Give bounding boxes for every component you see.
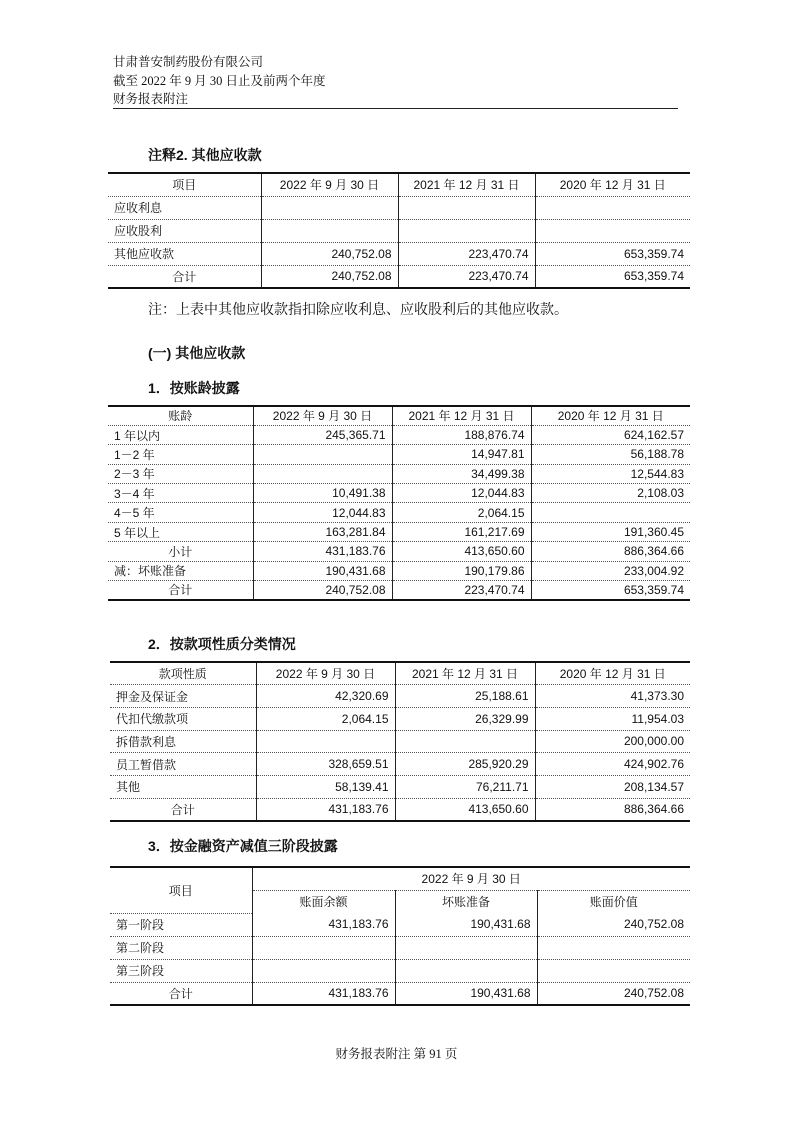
table-row <box>110 730 690 753</box>
table-row <box>108 522 690 541</box>
row-label: 员工暂借款 <box>110 753 256 776</box>
cell-value <box>531 503 690 522</box>
stages-table <box>110 866 690 1006</box>
table-row <box>110 685 690 708</box>
table-row <box>110 959 690 982</box>
cell-value: 208,134.57 <box>535 775 690 798</box>
table-row <box>108 561 690 580</box>
cell-value: 12,544.83 <box>531 464 690 483</box>
cell-value: 14,947.81 <box>392 445 531 464</box>
header-row <box>108 406 690 425</box>
table-row <box>108 445 690 464</box>
note2-table <box>108 172 690 289</box>
cell-value <box>252 959 395 982</box>
cell-value: 223,470.74 <box>398 265 535 288</box>
table-row <box>108 265 690 288</box>
header-row <box>108 173 690 196</box>
header-row <box>110 662 690 685</box>
row-label: 4－5 年 <box>108 503 253 522</box>
cell-value: 191,360.45 <box>531 522 690 541</box>
cell-value: 240,752.08 <box>537 982 690 1005</box>
cell-value: 424,902.76 <box>535 753 690 776</box>
cell-value: 624,162.57 <box>531 425 690 444</box>
cell-value: 653,359.74 <box>531 581 690 600</box>
cell-value: 41,373.30 <box>535 685 690 708</box>
cell-value: 240,752.08 <box>261 242 398 265</box>
row-label: 第一阶段 <box>110 913 252 936</box>
row-label: 合计 <box>110 982 252 1005</box>
table-row <box>108 196 690 219</box>
cell-value: 431,183.76 <box>253 542 392 561</box>
column-header: 2021 年 12 月 31 日 <box>395 662 535 685</box>
table-row <box>110 775 690 798</box>
column-header: 2021 年 12 月 31 日 <box>392 406 531 425</box>
cell-value <box>261 219 398 242</box>
cell-value: 653,359.74 <box>535 242 690 265</box>
cell-value <box>256 730 395 753</box>
cell-value: 413,650.60 <box>395 798 535 821</box>
page-footer: 财务报表附注 第 91 页 <box>335 1047 458 1061</box>
cell-value <box>395 959 537 982</box>
cell-value: 188,876.74 <box>392 425 531 444</box>
stages-item-header: 项目 <box>110 867 252 913</box>
cell-value: 886,364.66 <box>531 542 690 561</box>
row-label: 减：坏账准备 <box>108 561 253 580</box>
row-label: 其他应收款 <box>108 242 261 265</box>
cell-value <box>537 959 690 982</box>
column-header: 项目 <box>108 173 261 196</box>
cell-value <box>253 445 392 464</box>
table-row <box>110 982 690 1005</box>
cell-value: 223,470.74 <box>392 581 531 600</box>
cell-value: 163,281.84 <box>253 522 392 541</box>
cell-value: 42,320.69 <box>256 685 395 708</box>
table-row <box>110 936 690 959</box>
aging-table <box>108 405 690 601</box>
column-header: 账面余额 <box>252 890 395 913</box>
table-row <box>108 484 690 503</box>
cell-value: 200,000.00 <box>535 730 690 753</box>
column-header: 2021 年 12 月 31 日 <box>398 173 535 196</box>
document-title: 财务报表附注 <box>113 92 189 106</box>
table-row <box>108 242 690 265</box>
row-label: 其他 <box>110 775 256 798</box>
row-label: 3－4 年 <box>108 484 253 503</box>
nature-table <box>110 661 690 822</box>
cell-value <box>398 219 535 242</box>
table-row <box>110 753 690 776</box>
column-header: 款项性质 <box>110 662 256 685</box>
row-label: 1－2 年 <box>108 445 253 464</box>
cell-value: 431,183.76 <box>252 913 395 936</box>
cell-value: 2,108.03 <box>531 484 690 503</box>
note2-remark: 注：上表中其他应收款指扣除应收利息、应收股利后的其他应收款。 <box>148 303 568 318</box>
cell-value <box>253 464 392 483</box>
cell-value: 25,188.61 <box>395 685 535 708</box>
column-header: 坏账准备 <box>395 890 537 913</box>
table-row <box>110 913 690 936</box>
cell-value <box>537 936 690 959</box>
row-label: 押金及保证金 <box>110 685 256 708</box>
cell-value: 76,211.71 <box>395 775 535 798</box>
cell-value: 240,752.08 <box>537 913 690 936</box>
note2-title: 注释2. 其他应收款 <box>148 147 262 163</box>
row-label: 拆借款利息 <box>110 730 256 753</box>
table-row <box>108 219 690 242</box>
cell-value: 161,217.69 <box>392 522 531 541</box>
cell-value: 886,364.66 <box>535 798 690 821</box>
company-name: 甘肃普安制药股份有限公司 <box>113 55 264 69</box>
nature-title: 2．按款项性质分类情况 <box>148 636 296 652</box>
cell-value: 245,365.71 <box>253 425 392 444</box>
cell-value <box>535 196 690 219</box>
table-row <box>110 798 690 821</box>
cell-value: 26,329.99 <box>395 707 535 730</box>
table-row <box>110 707 690 730</box>
column-header: 账面价值 <box>537 890 690 913</box>
row-label: 5 年以上 <box>108 522 253 541</box>
column-header: 2022 年 9 月 30 日 <box>261 173 398 196</box>
cell-value <box>261 196 398 219</box>
header-rule <box>113 108 678 109</box>
column-header: 2020 年 12 月 31 日 <box>535 173 690 196</box>
row-label: 1 年以内 <box>108 425 253 444</box>
column-header: 账龄 <box>108 406 253 425</box>
cell-value: 11,954.03 <box>535 707 690 730</box>
cell-value <box>395 936 537 959</box>
cell-value <box>252 936 395 959</box>
cell-value: 328,659.51 <box>256 753 395 776</box>
cell-value: 2,064.15 <box>392 503 531 522</box>
row-label: 合计 <box>110 798 256 821</box>
cell-value: 190,179.86 <box>392 561 531 580</box>
row-label: 第二阶段 <box>110 936 252 959</box>
row-label: 合计 <box>108 265 261 288</box>
row-label: 代扣代缴款项 <box>110 707 256 730</box>
stages-date-header: 2022 年 9 月 30 日 <box>252 867 690 890</box>
cell-value <box>395 730 535 753</box>
cell-value: 2,064.15 <box>256 707 395 730</box>
cell-value: 190,431.68 <box>395 913 537 936</box>
cell-value: 190,431.68 <box>253 561 392 580</box>
section1-title: (一) 其他应收款 <box>148 345 246 361</box>
cell-value: 240,752.08 <box>261 265 398 288</box>
cell-value: 10,491.38 <box>253 484 392 503</box>
table-row <box>108 542 690 561</box>
stages-title: 3．按金融资产减值三阶段披露 <box>148 838 338 854</box>
cell-value: 285,920.29 <box>395 753 535 776</box>
cell-value: 190,431.68 <box>395 982 537 1005</box>
report-period: 截至 2022 年 9 月 30 日止及前两个年度 <box>113 74 326 88</box>
cell-value: 240,752.08 <box>253 581 392 600</box>
cell-value: 653,359.74 <box>535 265 690 288</box>
column-header: 2022 年 9 月 30 日 <box>253 406 392 425</box>
cell-value: 34,499.38 <box>392 464 531 483</box>
cell-value: 431,183.76 <box>252 982 395 1005</box>
row-label: 合计 <box>108 581 253 600</box>
cell-value: 12,044.83 <box>392 484 531 503</box>
column-header: 2020 年 12 月 31 日 <box>535 662 690 685</box>
cell-value: 223,470.74 <box>398 242 535 265</box>
row-label: 2－3 年 <box>108 464 253 483</box>
cell-value: 233,004.92 <box>531 561 690 580</box>
cell-value: 58,139.41 <box>256 775 395 798</box>
row-label: 第三阶段 <box>110 959 252 982</box>
cell-value: 56,188.78 <box>531 445 690 464</box>
cell-value: 12,044.83 <box>253 503 392 522</box>
cell-value <box>535 219 690 242</box>
row-label: 小计 <box>108 542 253 561</box>
aging-title: 1．按账龄披露 <box>148 380 240 396</box>
table-row <box>108 464 690 483</box>
column-header: 2022 年 9 月 30 日 <box>256 662 395 685</box>
column-header: 2020 年 12 月 31 日 <box>531 406 690 425</box>
cell-value: 431,183.76 <box>256 798 395 821</box>
cell-value <box>398 196 535 219</box>
table-row <box>108 503 690 522</box>
table-row <box>108 581 690 600</box>
cell-value: 413,650.60 <box>392 542 531 561</box>
table-row <box>108 425 690 444</box>
row-label: 应收股利 <box>108 219 261 242</box>
row-label: 应收利息 <box>108 196 261 219</box>
